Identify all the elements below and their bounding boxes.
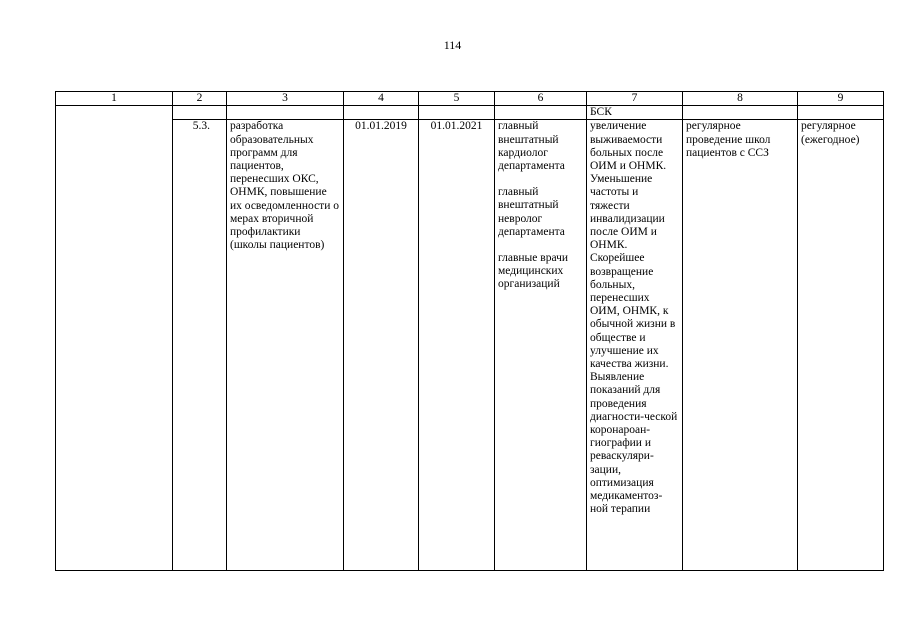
measure-description: разработка образовательных программ для пациентов, перенесших ОКС, ОНМК, повышение их осведомленности о мерах вторичной профилактики (школы пациентов) [227, 120, 344, 571]
page-number: 114 [443, 38, 462, 52]
column-header-6: 6 [495, 92, 587, 106]
executor-cardiologist: главный внештатный кардиолог департамента [498, 120, 565, 173]
executor-chief-doctors: главные врачи медицинских организаций [498, 252, 569, 291]
table-cell [173, 106, 227, 120]
table-cell [227, 106, 344, 120]
measures-table [55, 91, 884, 571]
responsible-executors [495, 120, 587, 571]
end-date: 01.01.2021 [419, 120, 495, 571]
indicator: регулярное проведение школ пациентов с ССЗ [683, 120, 798, 571]
item-number: 5.3. [173, 120, 227, 571]
column-number-row [56, 92, 884, 106]
table-cell [419, 106, 495, 120]
table-cell [495, 106, 587, 120]
expected-result: увеличение выживаемости больных после ОИМ и ОНМК. Уменьшение частоты и тяжести инвалидизации после ОИМ и ОНМК. Скорейшее возвращение больных, перенесших ОИМ, ОНМК, к обычной жизни в обществе и улучшение их качества жизни. Выявление показаний для проведения диагности-ческой коронароан-гиографии и реваскуляри-зации, оптимизация медикаментоз-ной терапии [587, 120, 683, 571]
carryover-text: БСК [587, 106, 683, 120]
table-cell [344, 106, 419, 120]
table-cell [798, 106, 884, 120]
executor-neurologist: главный внештатный невролог департамента [498, 186, 565, 238]
column-header-7: 7 [587, 92, 683, 106]
column-header-2: 2 [173, 92, 227, 106]
column-header-1: 1 [56, 92, 173, 106]
table-cell [683, 106, 798, 120]
table-row [56, 106, 884, 120]
column-header-3: 3 [227, 92, 344, 106]
column-header-9: 9 [798, 92, 884, 106]
start-date: 01.01.2019 [344, 120, 419, 571]
periodicity: регулярное (ежегодное) [798, 120, 884, 571]
table-cell-col1 [56, 106, 173, 571]
column-header-5: 5 [419, 92, 495, 106]
column-header-8: 8 [683, 92, 798, 106]
table-row [56, 120, 884, 571]
column-header-4: 4 [344, 92, 419, 106]
